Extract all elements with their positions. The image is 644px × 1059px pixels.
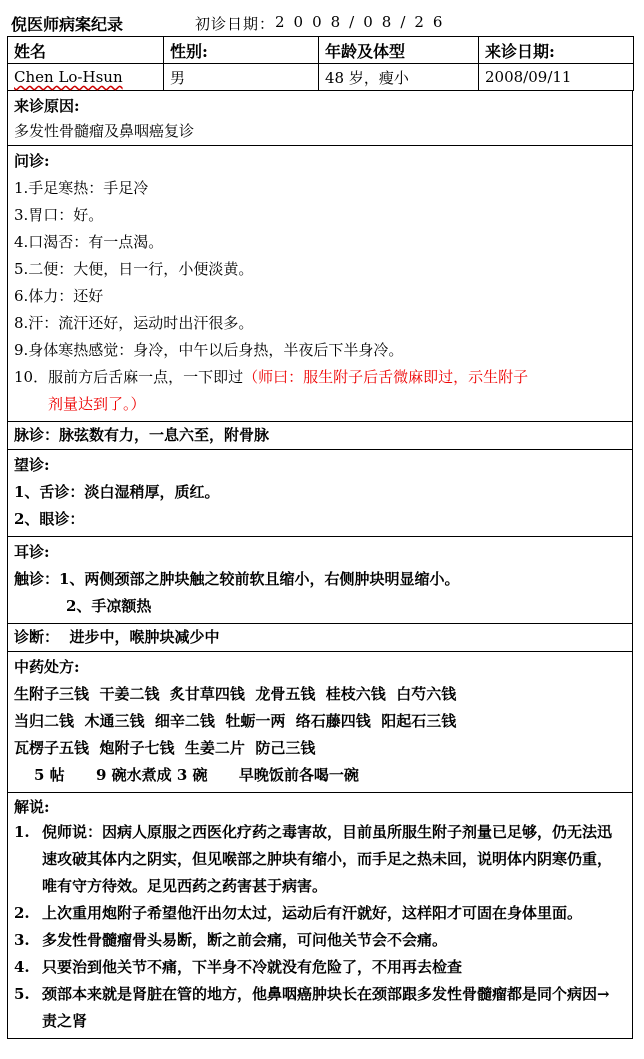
diagnosis-section [7, 624, 633, 652]
first-visit-date: 2008/08/26 [275, 13, 452, 31]
reason-section [7, 91, 633, 146]
explanation-item [14, 819, 624, 900]
explanation-item-num: 3. [14, 931, 30, 949]
explanation-label: 解说: [14, 798, 50, 816]
patient-name [8, 64, 164, 91]
pulse-text: 脉诊：脉弦数有力，一息六至，附骨脉 [14, 426, 270, 444]
ear-touch-section [7, 537, 633, 624]
inquiry-item: 6.体力：还好 [14, 287, 104, 305]
touch-exam-1: 触诊：1、两侧颈部之肿块触之较前软且缩小，右侧肿块明显缩小。 [14, 570, 460, 588]
teacher-note-cont: 剂量达到了。） [48, 395, 146, 413]
inquiry-item: 3.胃口：好。 [14, 206, 104, 224]
prescription-section [7, 652, 633, 793]
ear-label: 耳诊: [14, 543, 50, 561]
tongue-exam: 1、舌诊：淡白湿稍厚，质红。 [14, 483, 220, 501]
explanation-item-text: 只要治到他关节不痛，下半身不冷就没有危险了，不用再去检查 [42, 958, 463, 976]
pulse-section [7, 422, 633, 450]
inquiry-item: 4.口渴否：有一点渴。 [14, 233, 164, 251]
explanation-item-text: 颈部本来就是肾脏在管的地方，他鼻咽癌肿块长在颈部跟多发性骨髓瘤都是同个病因→责之肾 [42, 985, 610, 1030]
prescription-line: 瓦楞子五钱 炮附子七钱 生姜二片 防己三钱 [14, 739, 316, 757]
explanation-item-num: 5. [14, 985, 30, 1003]
inquiry-section [7, 146, 633, 422]
inquiry-label: 问诊: [14, 152, 50, 170]
case-record [7, 6, 633, 1039]
inspection-section [7, 450, 633, 537]
eye-exam: 2、眼诊： [14, 510, 85, 528]
record-title: 倪医师病案纪录 [11, 15, 124, 34]
inquiry-item: 5.二便：大便，日一行，小便淡黄。 [14, 260, 254, 278]
prescription-line: 当归二钱 木通三钱 细辛二钱 牡蛎一两 络石藤四钱 阳起石三钱 [14, 712, 457, 730]
explanation-item-num: 1. [14, 823, 30, 841]
name-header: 姓名 [8, 37, 164, 64]
touch-exam-2: 2、手凉额热 [66, 597, 152, 615]
patient-info-table [7, 36, 634, 91]
patient-sex: 男 [164, 64, 319, 91]
explanation-section [7, 793, 633, 1039]
explanation-item [14, 900, 624, 927]
sex-header: 性别: [164, 37, 319, 64]
inquiry-item-10-num: 10． [14, 368, 49, 386]
diagnosis-text: 诊断： 进步中，喉肿块减少中 [14, 628, 220, 646]
explanation-item [14, 981, 624, 1035]
explanation-item-num: 4. [14, 958, 30, 976]
explanation-item [14, 954, 624, 981]
patient-name-text: Chen Lo-Hsun [14, 68, 123, 86]
inspection-label: 望诊: [14, 456, 50, 474]
visit-date: 2008/09/11 [479, 64, 634, 91]
patient-age: 48 岁，瘦小 [319, 64, 479, 91]
inquiry-item: 1.手足寒热：手足冷 [14, 179, 149, 197]
inquiry-item: 9.身体寒热感觉：身冷，中午以后身热，半夜后下半身冷。 [14, 341, 404, 359]
record-header [7, 6, 633, 36]
explanation-item [14, 927, 624, 954]
teacher-note: （师曰：服生附子后舌微麻即过，示生附子 [243, 368, 529, 386]
explanation-item-text: 多发性骨髓瘤骨头易断，断之前会痛，可问他关节会不会痛。 [42, 931, 448, 949]
reason-text: 多发性骨髓瘤及鼻咽癌复诊 [14, 122, 195, 140]
explanation-item-text: 倪师说：因病人原服之西医化疗药之毒害故，目前虽所服生附子剂量已足够，仍无法迅速攻破其体内之阴实，但见喉部之肿块有缩小，而手足之热未回，说明体内阴寒仍重，唯有守方待效。足见西药之药害甚于病害。 [42, 823, 613, 895]
first-visit-label: 初诊日期： [195, 15, 276, 33]
reason-label: 来诊原因: [14, 97, 80, 115]
inquiry-item: 8.汗：流汗还好，运动时出汗很多。 [14, 314, 254, 332]
dosage-instructions: 5 帖 9 碗水煮成 3 碗 早晚饭前各喝一碗 [34, 766, 359, 784]
inquiry-item-10-text: 服前方后舌麻一点，一下即过 [48, 368, 244, 386]
inquiry-item-10 [14, 364, 626, 391]
visit-date-header: 来诊日期: [479, 37, 634, 64]
prescription-line: 生附子三钱 干姜二钱 炙甘草四钱 龙骨五钱 桂枝六钱 白芍六钱 [14, 685, 457, 703]
explanation-item-num: 2. [14, 904, 30, 922]
explanation-item-text: 上次重用炮附子希望他汗出勿太过，运动后有汗就好，这样阳才可固在身体里面。 [42, 904, 583, 922]
age-header: 年龄及体型 [319, 37, 479, 64]
prescription-label: 中药处方: [14, 658, 80, 676]
